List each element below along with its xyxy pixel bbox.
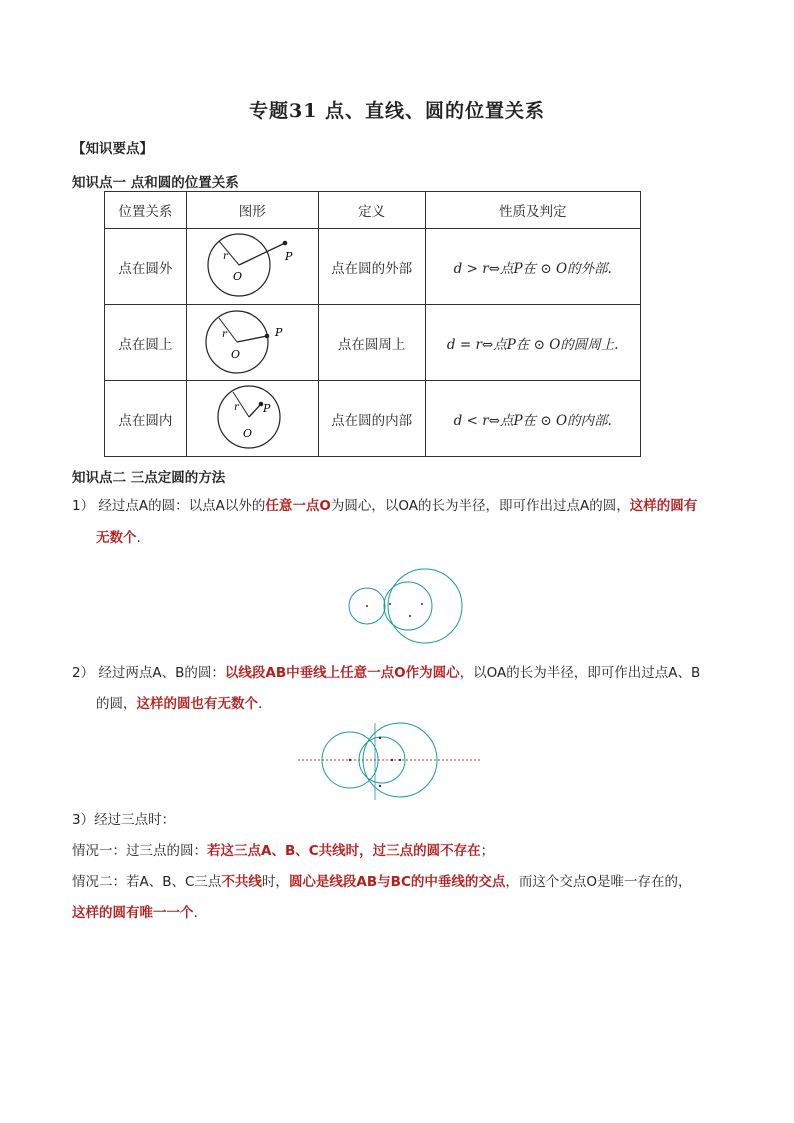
kp1-heading: 知识点一 点和圆的位置关系 bbox=[72, 175, 239, 191]
para-number: 1） bbox=[72, 498, 95, 514]
para-text: . bbox=[136, 530, 141, 546]
section-label: 【知识要点】 bbox=[72, 141, 153, 157]
table-row bbox=[105, 229, 641, 305]
para-text: 为圆心，以OA的长为半径，即可作出过点A的圆， bbox=[330, 498, 630, 514]
svg-text:O: O bbox=[233, 269, 243, 283]
highlight-text: 圆心是线段AB与BC的中垂线的交点 bbox=[288, 874, 506, 890]
highlight-text: 这样的圆也有无数个 bbox=[136, 696, 258, 712]
highlight-text: 这样的圆有唯一一个 bbox=[72, 905, 194, 921]
svg-text:r: r bbox=[223, 250, 229, 262]
figure-cell bbox=[186, 305, 318, 381]
para-text: 情况一：过三点的圆： bbox=[72, 843, 207, 859]
figure-cell bbox=[186, 381, 318, 457]
figure-cell bbox=[186, 229, 318, 305]
position-relation-table bbox=[104, 191, 641, 457]
page-title: 专题31 点、直线、圆的位置关系 bbox=[248, 100, 546, 122]
para-text: ，而这个交点O是唯一存在的， bbox=[505, 874, 692, 890]
col-header: 位置关系 bbox=[105, 192, 187, 229]
property-cell: d > r⇔点P在 ⊙ O的外部. bbox=[425, 229, 641, 305]
table-row bbox=[105, 305, 641, 381]
highlight-text: 以线段AB中垂线上任意一点O作为圆心 bbox=[224, 665, 460, 681]
svg-text:P: P bbox=[285, 249, 293, 263]
kp2-paragraph-2 bbox=[72, 663, 732, 683]
kp2-paragraph-1 bbox=[72, 496, 732, 516]
table-header-row bbox=[105, 192, 641, 229]
svg-text:P: P bbox=[275, 325, 283, 339]
property-cell: d = r⇔点P在 ⊙ O的圆周上. bbox=[425, 305, 641, 381]
kp2-paragraph-3-case1 bbox=[72, 841, 752, 861]
svg-text:P: P bbox=[263, 401, 271, 415]
table-row bbox=[105, 381, 641, 457]
kp2-paragraph-3-case2 bbox=[72, 872, 752, 892]
property-cell: d < r⇔点P在 ⊙ O的内部. bbox=[425, 381, 641, 457]
highlight-text: 这样的圆有 bbox=[629, 498, 698, 514]
kp2-heading: 知识点二 三点定圆的方法 bbox=[72, 470, 226, 486]
circle-point-on-figure bbox=[197, 306, 307, 376]
kp2-paragraph-2-cont bbox=[96, 694, 262, 714]
circles-through-two-points-diagram bbox=[296, 720, 486, 802]
circle-point-outside-figure bbox=[197, 230, 307, 300]
para-text: 经过点A的圆：以点A以外的 bbox=[98, 498, 266, 514]
kp2-paragraph-1-cont bbox=[96, 528, 141, 548]
para-text: . bbox=[258, 696, 263, 712]
para-text: 的圆， bbox=[96, 696, 137, 712]
definition-cell: 点在圆的内部 bbox=[318, 381, 425, 457]
col-header: 性质及判定 bbox=[425, 192, 641, 229]
svg-text:r: r bbox=[222, 328, 228, 340]
circles-through-one-point-diagram bbox=[340, 560, 470, 650]
para-text: ，以OA的长为半径，即可作出过点A、B bbox=[459, 665, 701, 681]
kp2-paragraph-3-line1: 3）经过三点时： bbox=[72, 812, 176, 828]
para-text: 时， bbox=[261, 874, 289, 890]
definition-cell: 点在圆周上 bbox=[318, 305, 425, 381]
highlight-text: 若这三点A、B、C共线时，过三点的圆不存在 bbox=[207, 843, 481, 859]
para-text: ； bbox=[480, 843, 495, 859]
circle-point-inside-figure bbox=[197, 382, 307, 452]
relation-cell: 点在圆上 bbox=[105, 305, 187, 381]
highlight-text: 任意一点O bbox=[265, 498, 331, 514]
definition-cell: 点在圆的外部 bbox=[318, 229, 425, 305]
col-header: 图形 bbox=[186, 192, 318, 229]
highlight-text: 不共线 bbox=[221, 874, 262, 890]
para-number: 2） bbox=[72, 665, 95, 681]
svg-text:O: O bbox=[231, 347, 241, 361]
relation-cell: 点在圆内 bbox=[105, 381, 187, 457]
relation-cell: 点在圆外 bbox=[105, 229, 187, 305]
highlight-text: 无数个 bbox=[96, 530, 137, 546]
svg-text:r: r bbox=[234, 401, 240, 413]
para-text: 经过两点A、B的圆： bbox=[98, 665, 225, 681]
para-text: 情况二：若A、B、C三点 bbox=[72, 874, 222, 890]
col-header: 定义 bbox=[318, 192, 425, 229]
kp2-paragraph-3-case2-cont bbox=[72, 903, 198, 923]
para-text: . bbox=[193, 905, 198, 921]
svg-text:O: O bbox=[243, 426, 253, 440]
